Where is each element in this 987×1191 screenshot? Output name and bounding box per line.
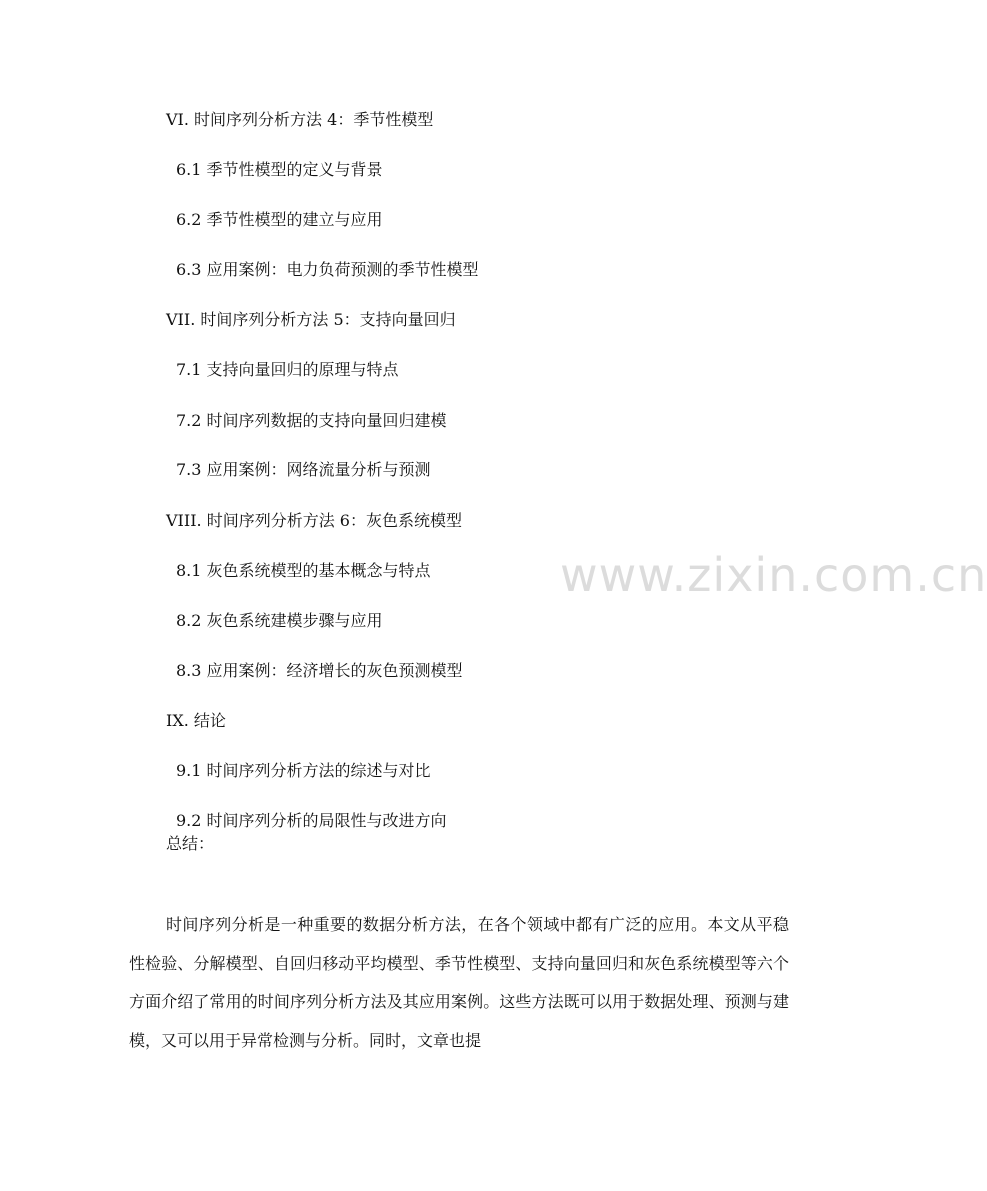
toc-item-7-2: 7.2 时间序列数据的支持向量回归建模 <box>176 411 447 430</box>
toc-heading-6: VI. 时间序列分析方法 4：季节性模型 <box>166 110 434 129</box>
toc-item-6-2: 6.2 季节性模型的建立与应用 <box>176 210 383 229</box>
watermark: www.zixin.com.cn <box>560 548 987 602</box>
toc-item-8-3: 8.3 应用案例：经济增长的灰色预测模型 <box>176 661 463 680</box>
toc-heading-8: VIII. 时间序列分析方法 6：灰色系统模型 <box>166 511 462 530</box>
toc-heading-9: IX. 结论 <box>166 711 226 730</box>
toc-heading-7: VII. 时间序列分析方法 5：支持向量回归 <box>166 310 456 329</box>
toc-item-8-1: 8.1 灰色系统模型的基本概念与特点 <box>176 561 431 580</box>
summary-label: 总结： <box>166 834 215 853</box>
summary-paragraph: 时间序列分析是一种重要的数据分析方法，在各个领域中都有广泛的应用。本文从平稳性检验、分解模型、自回归移动平均模型、季节性模型、支持向量回归和灰色系统模型等六个方面介绍了常用的时间序列分析方法及其应用案例。这些方法既可以用于数据处理、预测与建模，又可以用于异常检测与分析。同时，文章也提 <box>129 915 789 1050</box>
toc-item-8-2: 8.2 灰色系统建模步骤与应用 <box>176 611 383 630</box>
toc-item-6-3: 6.3 应用案例：电力负荷预测的季节性模型 <box>176 260 479 279</box>
toc-item-9-2: 9.2 时间序列分析的局限性与改进方向 <box>176 811 447 830</box>
toc-item-7-1: 7.1 支持向量回归的原理与特点 <box>176 360 399 379</box>
toc-item-9-1: 9.1 时间序列分析方法的综述与对比 <box>176 761 431 780</box>
toc-item-7-3: 7.3 应用案例：网络流量分析与预测 <box>176 460 431 479</box>
toc-item-6-1: 6.1 季节性模型的定义与背景 <box>176 160 383 179</box>
